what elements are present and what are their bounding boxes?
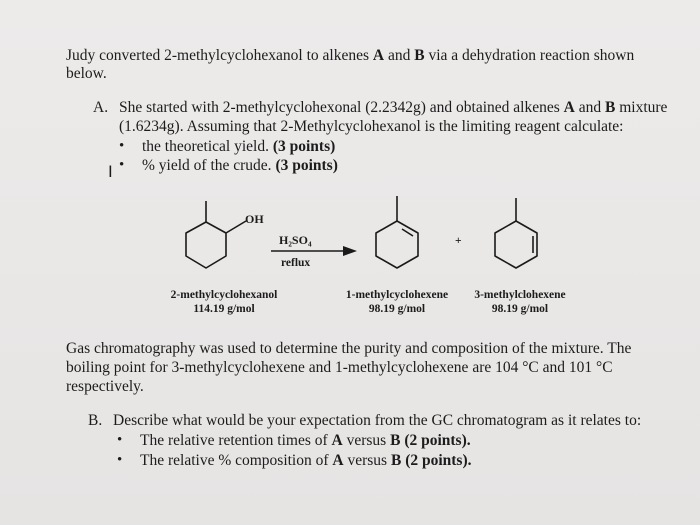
gc-line-1: Gas chromatography was used to determine the purity and composition of the mixture. The [66, 340, 632, 357]
plus-sign: + [455, 235, 462, 247]
part-a-bullet-2: % yield of the crude. (3 points) [142, 157, 338, 174]
product2-ring [495, 221, 537, 268]
bullet-icon: • [119, 138, 125, 154]
product2-mw: 98.19 g/mol [491, 303, 549, 315]
intro-line-1: Judy converted 2-methylcyclohexanol to alkenes A and B via a dehydration reaction shown [66, 47, 635, 64]
bullet-icon: • [119, 157, 125, 173]
product1-ring [376, 221, 418, 268]
bullet-icon: • [117, 452, 123, 468]
part-b-bullet-1: The relative retention times of A versus B (2 points). [140, 432, 471, 449]
text-cursor-icon: I [108, 162, 113, 181]
reactant-ring [186, 222, 226, 268]
condition-label: reflux [281, 257, 311, 269]
part-b-bullet-2: The relative % composition of A versus B (2 points). [140, 452, 472, 469]
oh-label: OH [245, 212, 264, 226]
reactant-name: 2-methylcyclohexanol [170, 289, 278, 301]
intro-line-2: below. [66, 65, 107, 82]
product2-name: 3-methylclohexene [474, 289, 566, 301]
part-b-label: B. [88, 412, 103, 429]
reagent-label: H₂SO₄ [279, 233, 312, 247]
bullet-icon: • [117, 432, 123, 448]
part-a-line-1: She started with 2-methylcyclohexonal (2.2342g) and obtained alkenes A and B mixture [119, 99, 668, 116]
reactant-mw: 114.19 g/mol [193, 303, 255, 315]
part-b-line-1: Describe what would be your expectation from the GC chromatogram as it relates to: [113, 412, 642, 429]
product1-name: 1-methylcyclohexene [345, 289, 449, 301]
product1-mw: 98.19 g/mol [368, 303, 426, 315]
part-a-label: A. [93, 99, 109, 116]
reaction-arrow-head [343, 246, 357, 256]
reactant-oh-bond [226, 221, 246, 233]
gc-line-3: respectively. [66, 378, 144, 395]
part-a-line-2: (1.6234g). Assuming that 2-Methylcyclohexanol is the limiting reagent calculate: [119, 118, 624, 135]
gc-line-2: boiling point for 3-methylcyclohexene and 1-methylcyclohexene are 104 °C and 101 °C [66, 359, 613, 376]
part-a-bullet-1: the theoretical yield. (3 points) [142, 138, 336, 155]
